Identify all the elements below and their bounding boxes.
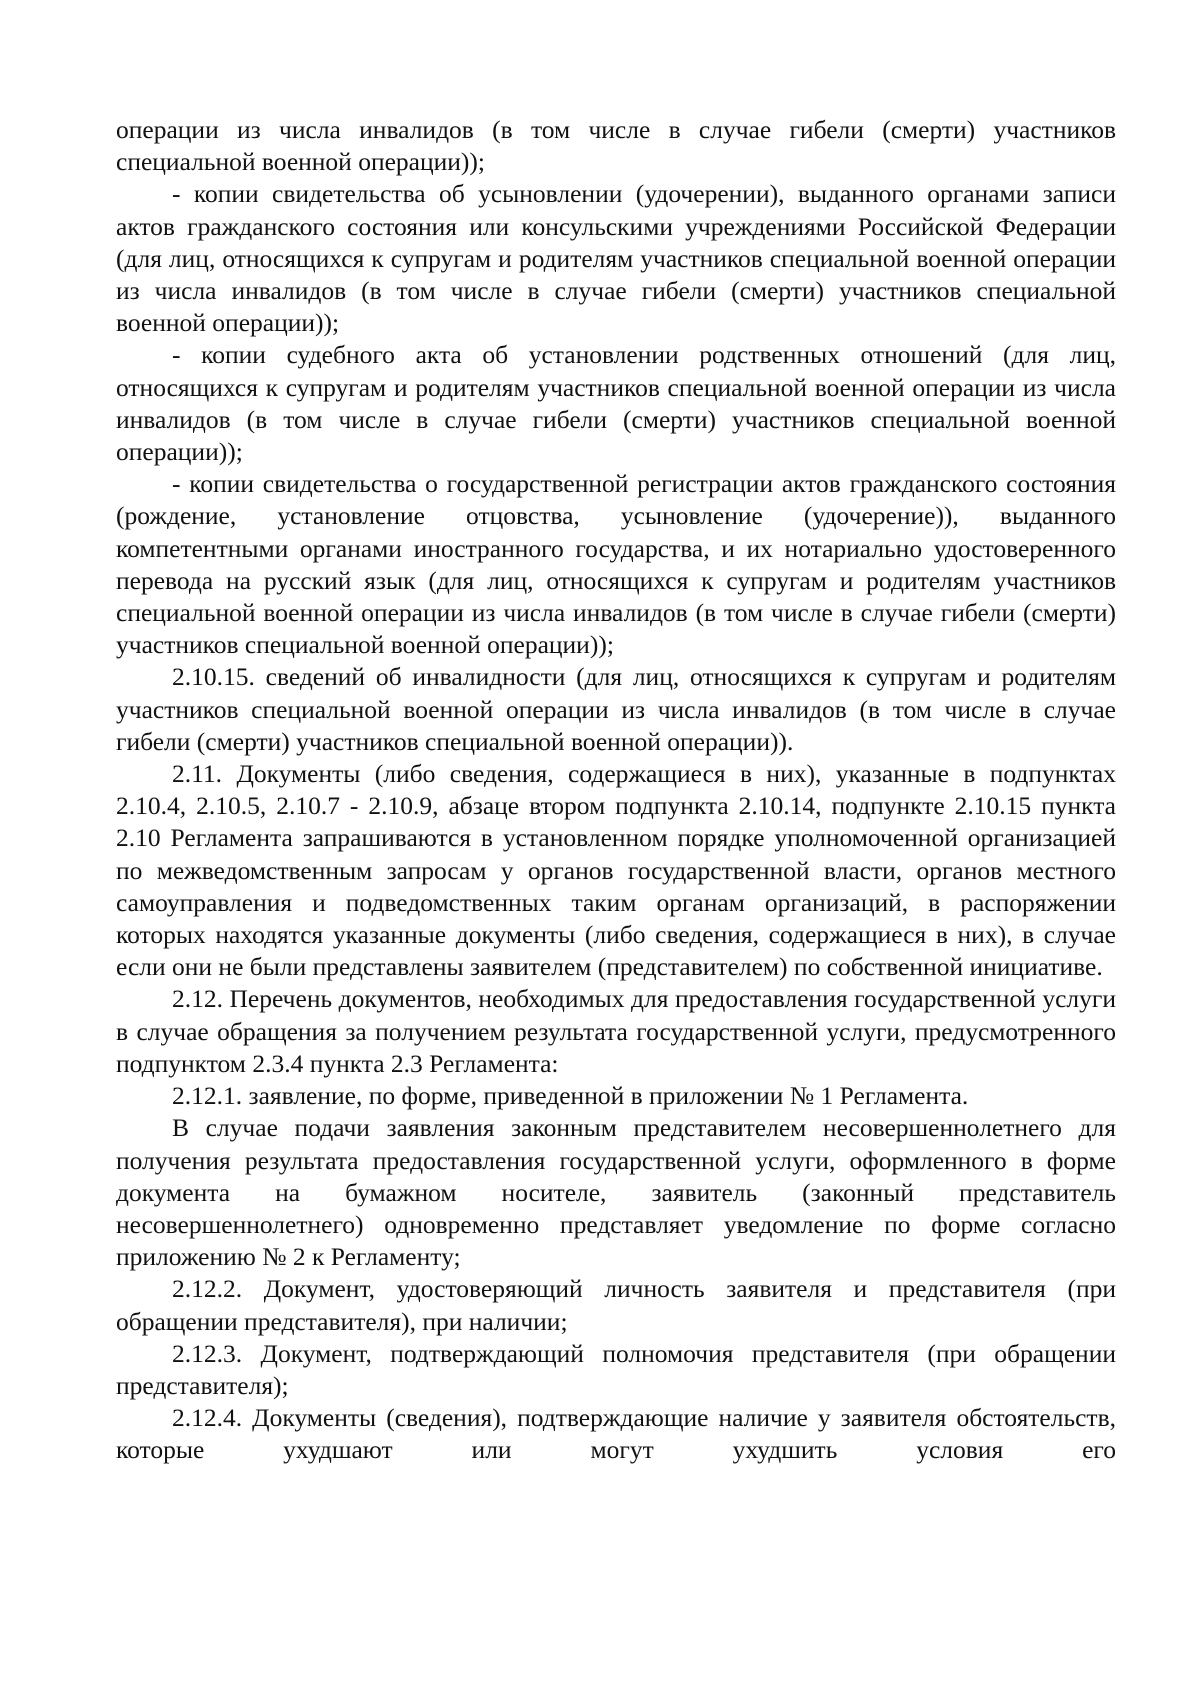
document-page bbox=[116, 114, 1116, 1467]
paragraph-foreign-certificate: - копии свидетельства о государственной регистрации актов гражданского состояния (рождение, установление отцовства, усыновление (удочерение)), выданного компетентными органами иностранного государства, и их нотариально удостоверенного перевода на русский язык (для лиц, относящихся к супругам и родителям участников специальной военной операции из числа инвалидов (в том числе в случае гибели (смерти) участников специальной военной операции)); bbox=[116, 469, 1116, 660]
paragraph-adoption-certificate: - копии свидетельства об усыновлении (удочерении), выданного органами записи актов гражданского состояния или консульскими учреждениями Российской Федерации (для лиц, относящихся к супругам и родителям участников специальной военной операции из числа инвалидов (в том числе в случае гибели (смерти) участников специальной военной операции)); bbox=[116, 179, 1116, 338]
paragraph-2-12-1: 2.12.1. заявление, по форме, приведенной в приложении № 1 Регламента. bbox=[172, 1081, 969, 1111]
paragraph-continuation: операции из числа инвалидов (в том числе в случае гибели (смерти) участников специальной военной операции)); bbox=[116, 115, 1116, 177]
paragraph-2-12-2: 2.12.2. Документ, удостоверяющий личность заявителя и представителя (при обращении представителя), при наличии; bbox=[116, 1274, 1116, 1336]
paragraph-minor-representative: В случае подачи заявления законным представителем несовершеннолетнего для получения результата предоставления государственной услуги, оформленного в форме документа на бумажном носителе, заявитель (законный представитель несовершеннолетнего) одновременно представляет уведомление по форме согласно приложению № 2 к Регламенту; bbox=[116, 1113, 1116, 1272]
paragraph-2-12-3: 2.12.3. Документ, подтверждающий полномочия представителя (при обращении представителя); bbox=[116, 1338, 1116, 1400]
paragraph-2-12-4: 2.12.4. Документы (сведения), подтверждающие наличие у заявителя обстоятельств, которые ухудшают или могут ухудшить условия его bbox=[116, 1403, 1116, 1465]
paragraph-2-12: 2.12. Перечень документов, необходимых для предоставления государственной услуги в случае обращения за получением результата государственной услуги, предусмотренного подпунктом 2.3.4 пункта 2.3 Регламента: bbox=[116, 984, 1116, 1078]
paragraph-2-10-15: 2.10.15. сведений об инвалидности (для лиц, относящихся к супругам и родителям участников специальной военной операции из числа инвалидов (в том числе в случае гибели (смерти) участников специальной военной операции)). bbox=[116, 662, 1116, 756]
paragraph-2-11: 2.11. Документы (либо сведения, содержащиеся в них), указанные в подпунктах 2.10.4, 2.10.5, 2.10.7 - 2.10.9, абзаце втором подпункта 2.10.14, подпункте 2.10.15 пункта 2.10 Регламента запрашиваются в установленном порядке уполномоченной организацией по межведомственным запросам у органов государственной власти, органов местного самоуправления и подведомственных таким органам организаций, в распоряжении которых находятся указанные документы (либо сведения, содержащиеся в них), в случае если они не были представлены заявителем (представителем) по собственной инициативе. bbox=[116, 759, 1116, 982]
paragraph-court-act: - копии судебного акта об установлении родственных отношений (для лиц, относящихся к супругам и родителям участников специальной военной операции из числа инвалидов (в том числе в случае гибели (смерти) участников специальной военной операции)); bbox=[116, 340, 1116, 467]
